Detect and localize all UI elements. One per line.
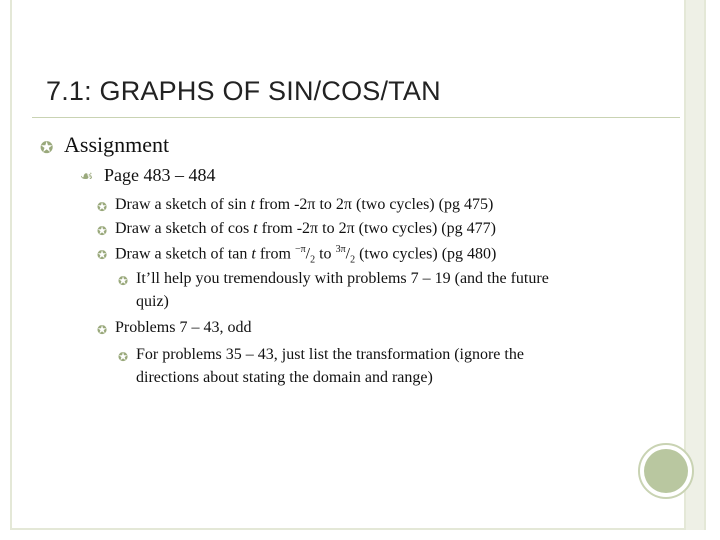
decorative-circle-inner [644, 449, 688, 493]
level3-bullet-icon: ✪ [97, 224, 108, 238]
problems-note-line2: directions about stating the domain and range) [136, 369, 433, 386]
problems-note-line1: For problems 35 – 43, just list the transformation (ignore the [136, 346, 524, 363]
help-note-line2: quiz) [136, 293, 169, 310]
title-divider [32, 117, 680, 118]
problems-item: Problems 7 – 43, odd [115, 319, 252, 336]
level2-bullet-icon: ☙ [80, 167, 94, 185]
level3-bullet-icon: ✪ [97, 323, 108, 337]
decorative-stripe [684, 0, 706, 530]
list-item-sin: Draw a sketch of sin t from -2π to 2π (two cycles) (pg 475) [115, 196, 494, 213]
level4-bullet-icon: ✪ [118, 274, 129, 288]
list-item-tan: Draw a sketch of tan t from $^{-\pi}/_2$ to $^{3\pi}/_2$ (two cycles) (pg 480) [115, 244, 497, 266]
list-item-cos: Draw a sketch of cos t from -2π to 2π (two cycles) (pg 477) [115, 220, 496, 237]
level3-bullet-icon: ✪ [97, 200, 108, 214]
help-note-line1: It’ll help you tremendously with problems 7 – 19 (and the future [136, 270, 549, 287]
level1-text: Assignment [64, 132, 170, 157]
level1-bullet-icon: ✪ [40, 138, 54, 157]
level2-text: Page 483 – 484 [104, 165, 216, 185]
level3-bullet-icon: ✪ [97, 248, 108, 262]
slide-title: 7.1: GRAPHS OF SIN/COS/TAN [46, 76, 441, 106]
level4-bullet-icon: ✪ [118, 350, 129, 364]
